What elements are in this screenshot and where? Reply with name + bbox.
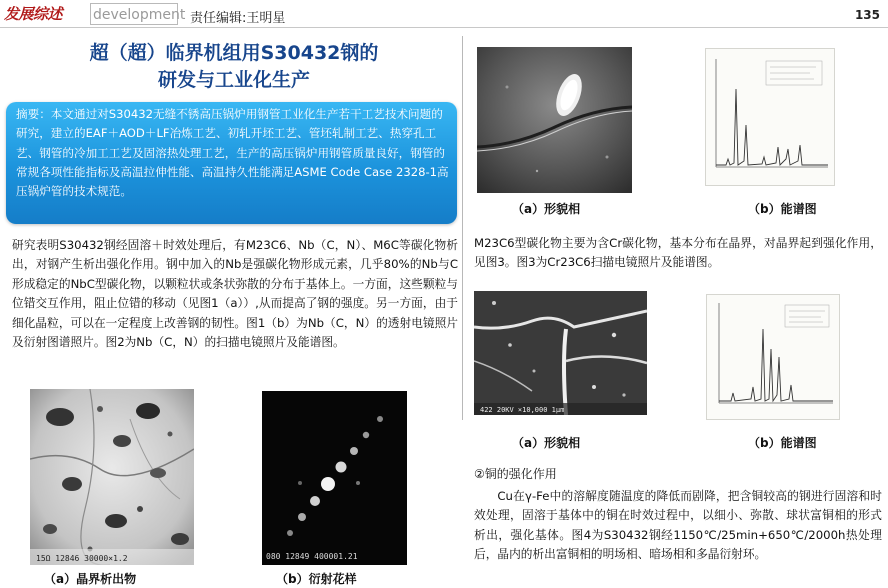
figure-1b-caption: （b）衍射花样 [276,572,357,586]
figure-3b-caption: （b）能谱图 [748,436,817,450]
body-paragraph-1: 研究表明S30432钢经固溶＋时效处理后，有M23C6、Nb（C，N）、M6C等碳化物析出，对钢产生析出强化作用。钢中加入的Nb是强碳化物形成元素，几乎80%的Nb与C形成稳定的NbC型碳化物，以颗粒状或条状弥散的分布于基体上。一方面，这些颗粒与位错交互作用，阻止位错的移动（见图1（a））,从而提高了钢的强度。另一方面，由于细化晶粒，可以在一定程度上改善钢的韧性。图1（b）为Nb（C，N）的透射电镜照片及衍射图谱照片。图2为Nb（C，N）的扫描电镜照片及能谱图。 [12,238,458,350]
article-title [14,40,454,94]
figure-1a-caption: （a）晶界析出物 [44,572,137,586]
section-category-en: development [90,3,178,25]
abstract-box: 摘要：本文通过对S30432无缝不锈高压锅炉用钢管工业化生产若干工艺技术问题的研究，建立的EAF＋AOD＋LF冶炼工艺、初轧开坯工艺、管坯轧制工艺、热穿孔工艺、钢管的冷加工工艺及固溶热处理工艺，生产的高压锅炉用钢管质量良好，钢管的常规各项性能指标及高温拉伸性能、高温持久性能满足ASME Code Case 2328-1高压锅炉管的技术规范。 [6,102,457,224]
header-divider [0,27,888,28]
editor-credit: 责任编辑:王明星 [190,11,286,26]
figure-2a-image [477,47,632,193]
figure-3a-image [474,291,647,415]
figure-1a-image [30,389,194,565]
section-heading-copper: ②铜的强化作用 [474,467,557,481]
figure-1a-scale-label: 15Ω 12846 30000×1.2 [36,554,128,563]
figure-2a-caption: （a）形貌相 [512,202,581,216]
article-title-line1: 超（超）临界机组用S30432钢的 [89,42,379,64]
figure-1b-scale-label: 080 12849 400001.21 [266,552,358,561]
column-divider [462,36,463,420]
figure-3a-scale-label: 422 20KV ×10,000 1μm [480,406,565,414]
section-category: 发展综述 [4,5,63,23]
figure-1b-image [262,391,407,565]
article-title-line2: 研发与工业化生产 [157,69,310,91]
figure-3a-caption: （a）形貌相 [512,436,581,450]
figure-3b-image [706,294,840,420]
figure-2b-image [705,48,835,186]
body-paragraph-2: M23C6型碳化物主要为含Cr碳化物，基本分布在晶界，对晶界起到强化作用，见图3。图3为Cr23C6扫描电镜照片及能谱图。 [474,236,882,270]
body-paragraph-3: Cu在γ-Fe中的溶解度随温度的降低而剧降，把含铜较高的钢进行固溶和时效处理，固溶于基体中的铜在时效过程中，以细小、弥散、球状富铜相的形式析出，强化基体。图4为S30432钢经1150℃/25min+650℃/2000h热处理后，晶内的析出富铜相的明场相、暗场相和多晶衍射环。 [474,489,882,562]
page-number: 135 [854,8,880,22]
figure-2b-caption: （b）能谱图 [748,202,817,216]
